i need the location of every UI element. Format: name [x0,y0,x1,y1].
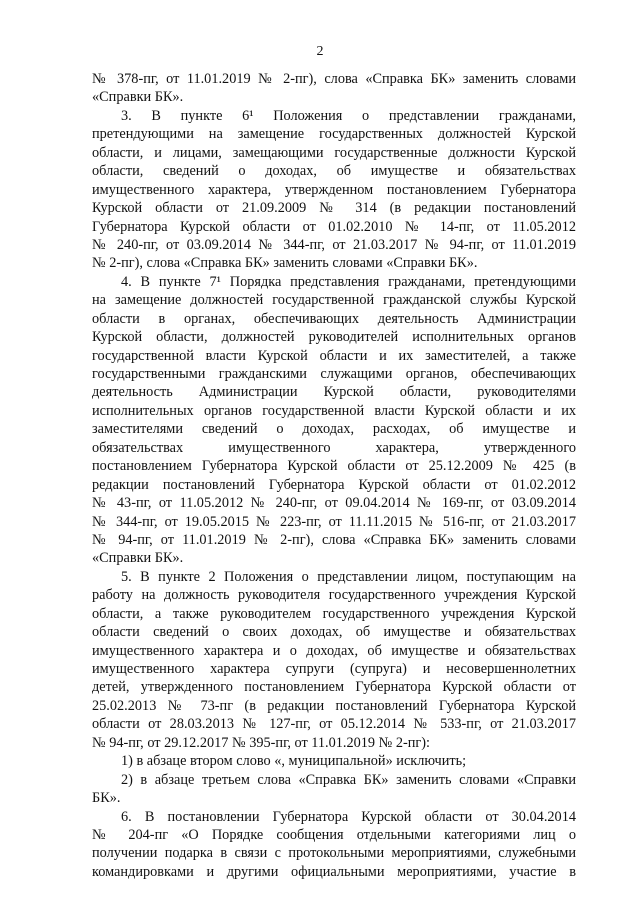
text-line: области, и лицами, замещающими государственные должности Курской [92,144,576,161]
text-line: работу на должность руководителя государственного учреждения Курской [92,587,576,604]
text-line: получении подарка в связи с протокольными мероприятиями, служебными [92,845,576,862]
text-line: постановлением Губернатора Курской области от 25.12.2009 № 425 (в [92,458,576,475]
text-line: имущественного характера супруги (супруга) и несовершеннолетних [92,661,576,677]
text-line: на замещение должностей государственной гражданской службы Курской [92,292,576,309]
text-line: Курской области, должностей руководителей исполнительных органов [92,329,576,346]
text-line: имущественного характера и о доходах, об имуществе и обязательствах [92,642,576,659]
text-line: Курской области от 21.09.2009 № 314 (в редакции постановлений [92,200,576,217]
text-line: имущественного характера, утвержденном постановлением Губернатора [92,181,576,198]
text-line: № 204-пг «О Порядке сообщения отдельными категориями лиц о [92,826,576,843]
text-line: претендующими на замещение государственных должностей Курской [92,126,576,143]
text-line: № 344-пг, от 19.05.2015 № 223-пг, от 11.11.2015 № 516-пг, от 21.03.2017 [92,513,576,530]
text-line: 5. В пункте 2 Положения о представлении лицом, поступающим на [121,568,576,585]
document-body [92,70,576,881]
text-line: БК». [92,790,121,807]
text-line: редакции постановлений Губернатора Курской области от 01.02.2012 [92,476,576,493]
text-line: № 43-пг, от 11.05.2012 № 240-пг, от 09.04.2014 № 169-пг, от 03.09.2014 [92,495,576,512]
text-line: 1) в абзаце втором слово «, муниципальной» исключить; [121,753,467,770]
text-line: командировками и другими официальными мероприятиями, участие в [92,863,576,880]
text-line: деятельность Администрации Курской области, руководителями [92,384,576,401]
text-line: заместителями сведений о доходах, расходах, об имуществе и [92,421,576,438]
text-line: обязательствах имущественного характера, утвержденного [92,439,576,456]
text-line: Губернатора Курской области от 01.02.2010 № 14-пг, от 11.05.2012 [92,218,576,235]
text-line: 3. В пункте 6¹ Положения о представлении гражданами, [121,107,576,124]
text-line: 6. В постановлении Губернатора Курской области от 30.04.2014 [121,808,576,825]
text-line: исполнительных органов государственной власти Курской области и их [92,402,576,419]
text-line: области, а также руководителем государственного учреждения Курской [92,605,576,622]
text-line: области в органах, обеспечивающих деятельность Администрации [92,310,576,327]
text-line: № 378-пг, от 11.01.2019 № 2-пг), слова «Справка БК» заменить словами [92,71,576,87]
text-line: «Справки БК». [92,550,184,567]
text-line: № 2-пг), слова «Справка БК» заменить словами «Справки БК». [92,255,478,272]
text-line: 2) в абзаце третьем слова «Справка БК» заменить словами «Справки [121,771,576,788]
text-line: государственной власти Курской области и их заместителей, а также [92,347,576,364]
text-line: 25.02.2013 № 73-пг (в редакции постановлений Губернатора Курской [92,697,576,714]
text-line: 4. В пункте 7¹ Порядка представления гражданами, претендующими [121,273,576,290]
text-line: «Справки БК». [92,89,184,106]
text-line: детей, утвержденного постановлением Губернатора Курской области от [92,679,576,696]
text-line: № 94-пг, от 11.01.2019 № 2-пг), слова «Справка БК» заменить словами [92,531,576,548]
page-number: 2 [316,44,324,59]
text-line: области, сведений о доходах, об имуществе и обязательствах [92,163,576,180]
text-line: государственными гражданскими служащими органов, обеспечивающих [92,366,576,382]
text-line: № 240-пг, от 03.09.2014 № 344-пг, от 21.03.2017 № 94-пг, от 11.01.2019 [92,236,576,253]
text-line: области от 28.03.2013 № 127-пг, от 05.12.2014 № 533-пг, от 21.03.2017 [92,716,576,733]
text-line: № 94-пг, от 29.12.2017 № 395-пг, от 11.01.2019 № 2-пг): [92,734,431,751]
text-line: области сведений о своих доходах, об имуществе и обязательствах [92,624,576,641]
